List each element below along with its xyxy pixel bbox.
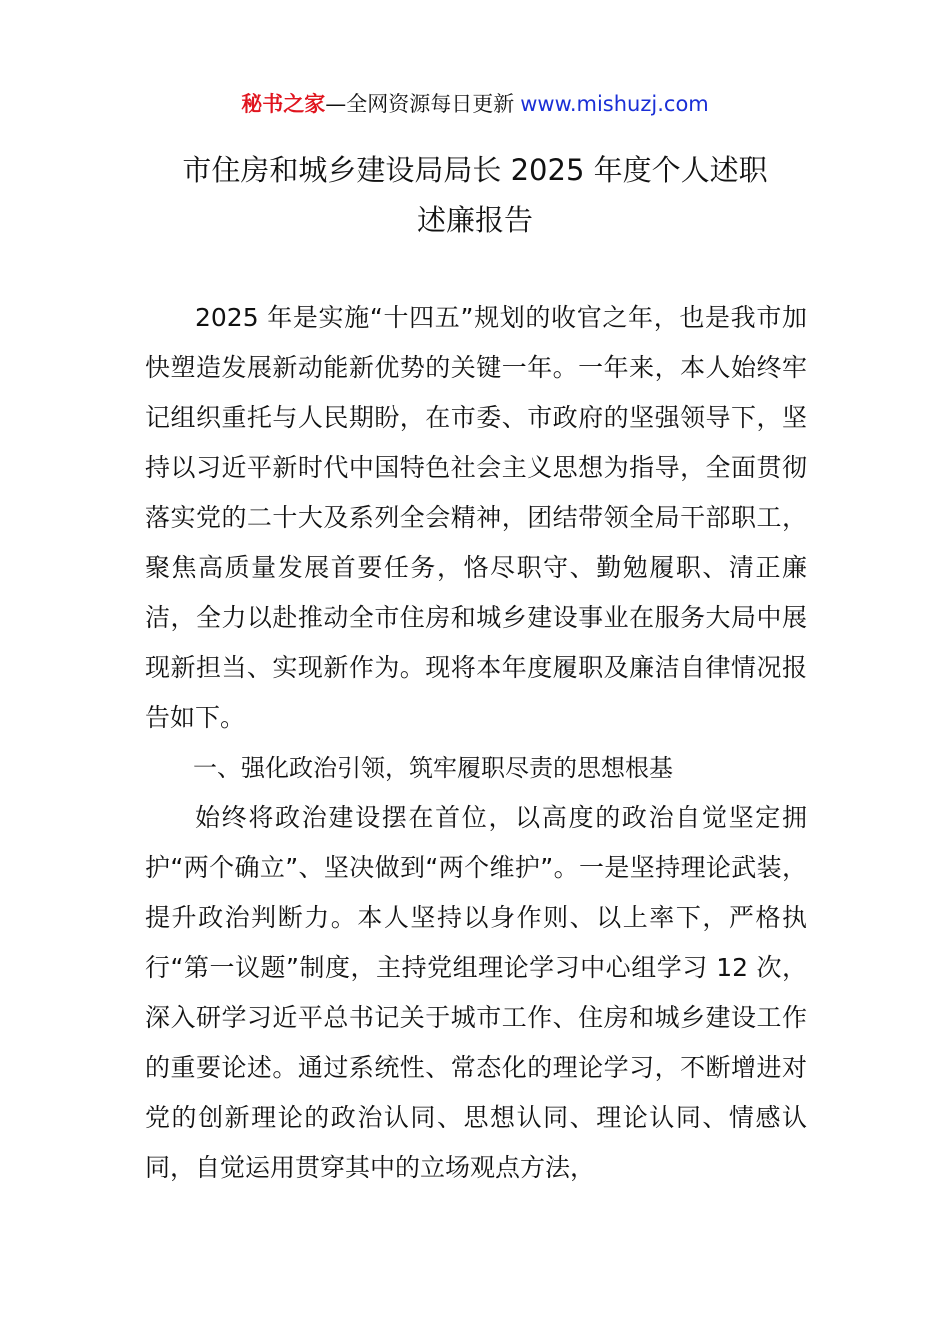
site-url-link[interactable]: www.mishuzj.com — [520, 92, 709, 116]
body-paragraph: 始终将政治建设摆在首位，以高度的政治自觉坚定拥护“两个确立”、坚决做到“两个维护”。一是坚持理论武装，提升政治判断力。本人坚持以身作则、以上率下，严格执行“第一议题”制度，主持党组理论学习中心组学习 12 次，深入研学习近平总书记关于城市工作、住房和城乡建设工作的重要论述。通过系统性、常态化的理论学习，不断增进对党的创新理论的政治认同、思想认同、理论认同、情感认同，自觉运用贯穿其中的立场观点方法， — [145, 803, 807, 1182]
section-heading: 一、强化政治引领，筑牢履职尽责的思想根基 — [193, 754, 673, 782]
intro-paragraph: 2025 年是实施“十四五”规划的收官之年，也是我市加快塑造发展新动能新优势的关键一年。一年来，本人始终牢记组织重托与人民期盼，在市委、市政府的坚强领导下，坚持以习近平新时代中国特色社会主义思想为指导，全面贯彻落实党的二十大及系列全会精神，团结带领全局干部职工，聚焦高质量发展首要任务，恪尽职守、勤勉履职、清正廉洁，全力以赴推动全市住房和城乡建设事业在服务大局中展现新担当、实现新作为。现将本年度履职及廉洁自律情况报告如下。 — [145, 303, 807, 732]
document-title — [140, 145, 810, 245]
title-line-1: 市住房和城乡建设局局长 2025 年度个人述职 — [182, 153, 768, 187]
document-body — [145, 293, 807, 1193]
site-header — [0, 88, 950, 120]
brand-name: 秘书之家 — [241, 92, 326, 116]
header-tagline: —全网资源每日更新 — [325, 92, 515, 116]
title-line-2: 述廉报告 — [416, 203, 533, 237]
